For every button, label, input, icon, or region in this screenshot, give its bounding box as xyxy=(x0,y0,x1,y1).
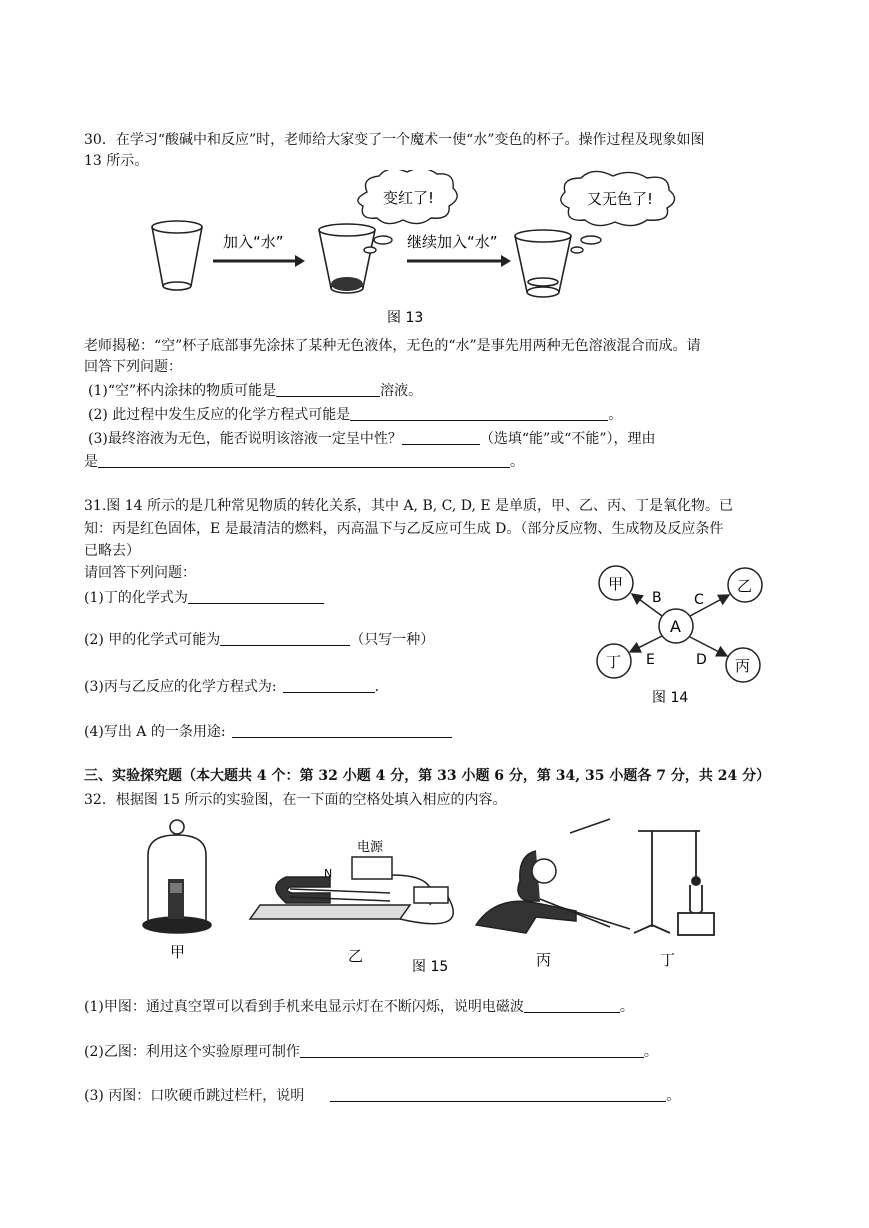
label-jia: 甲 xyxy=(170,943,186,961)
q32-sub2 xyxy=(84,1042,658,1062)
label-ding: 丁 xyxy=(660,951,676,969)
bubble2-text: 又无色了! xyxy=(587,190,654,208)
q31-sub3-suffix: . xyxy=(374,679,380,695)
q30-reveal-line1: 老师揭秘：“空”杯子底部事先涂抹了某种无色液体，无色的“水”是事先用两种无色溶液混合而成。请 xyxy=(84,338,701,354)
q32-sub3-answer-blank[interactable] xyxy=(330,1087,666,1102)
edge-label-d: D xyxy=(696,652,707,668)
q31-stem-line3: 已略去） xyxy=(84,543,140,559)
q32-stem: 32．根据图 15 所示的实验图，在一下面的空格处填入相应的内容。 xyxy=(84,792,507,808)
motor-setup xyxy=(250,857,453,924)
q31-sub1 xyxy=(84,588,324,608)
q30-stem-line2: 13 所示。 xyxy=(84,153,149,169)
q31-ask: 请回答下列问题： xyxy=(84,565,196,581)
q31-sub1-text: (1)丁的化学式为 xyxy=(84,590,188,606)
q32-sub1 xyxy=(84,997,634,1017)
q31-sub4 xyxy=(84,722,452,742)
q30-stem-line1: 30．在学习“酸碱中和反应”时，老师给大家变了一个魔术一使“水”变色的杯子。操作过程及现象如图 xyxy=(84,132,705,148)
figure-13-caption: 图 13 xyxy=(387,310,424,326)
power-label: 电源 xyxy=(357,840,384,855)
section-3-title: 三、实验探究题（本大题共 4 个：第 32 小题 4 分，第 33 小题 6 分，第 34, 35 小题各 7 分，共 24 分） xyxy=(84,768,771,784)
q30-sub1-text: (1)“空”杯内涂抹的物质可能是 xyxy=(88,383,277,399)
edge-label-b: B xyxy=(652,590,662,606)
q31-stem-line1: 31.图 14 所示的是几种常见物质的转化关系，其中 A, B, C, D, E 是单质，甲、乙、丙、丁是氧化物。已 xyxy=(84,498,734,514)
empty-cup xyxy=(152,221,202,290)
q30-sub3-text: (3)最终溶液为无色，能否说明该溶液一定呈中性？ xyxy=(88,431,402,447)
q31-stem-line2: 知：丙是红色固体，E 是最清洁的燃料，丙高温下与乙反应可生成 D。（部分反应物、生成物及反应条件 xyxy=(84,521,724,537)
node-jia: 甲 xyxy=(608,575,624,593)
q30-reveal-line2: 回答下列问题： xyxy=(84,359,182,375)
figure-15 xyxy=(140,815,730,985)
colorless-cup xyxy=(515,230,571,297)
q30-sub3-choice-blank[interactable] xyxy=(402,430,480,445)
figure-14-drawing xyxy=(590,560,770,710)
node-yi: 乙 xyxy=(737,577,753,595)
q32-sub2-suffix: 。 xyxy=(643,1044,658,1060)
q30-sub3-suffix: （选填“能”或“不能”），理由 xyxy=(479,431,656,447)
q31-sub1-answer-blank[interactable] xyxy=(188,589,324,604)
q31-sub2-answer-blank[interactable] xyxy=(220,631,350,646)
node-bing: 丙 xyxy=(735,657,751,675)
bubble1-text: 变红了! xyxy=(383,189,435,207)
q30-sub2 xyxy=(88,405,622,425)
figure-15-drawing xyxy=(140,815,730,985)
q30-sub2-answer-blank[interactable] xyxy=(350,406,608,421)
node-a: A xyxy=(670,617,681,636)
q30-sub1-suffix: 溶液。 xyxy=(380,383,423,399)
q31-sub4-text: (4)写出 A 的一条用途: xyxy=(84,724,226,740)
q31-sub2-text: (2) 甲的化学式可能为 xyxy=(84,632,221,648)
q31-sub3 xyxy=(84,677,379,697)
figure-13 xyxy=(145,170,725,328)
stand-tuning-fork xyxy=(634,831,714,935)
q30-sub3-reason-blank[interactable] xyxy=(98,453,510,468)
q32-sub2-answer-blank[interactable] xyxy=(300,1043,644,1058)
q31-sub2-suffix: （只写一种） xyxy=(350,632,435,648)
figure-15-caption: 图 15 xyxy=(412,959,449,975)
label-bing: 丙 xyxy=(536,951,552,969)
magnet-n-label: N xyxy=(324,867,333,880)
student-blowing-coin xyxy=(476,819,630,933)
q30-sub3 xyxy=(88,429,655,449)
q30-sub3-reason-suffix: 。 xyxy=(510,454,524,470)
q30-sub1-answer-blank[interactable] xyxy=(276,382,380,397)
q30-sub3-reason xyxy=(84,452,524,472)
edge-label-c: C xyxy=(694,592,704,608)
edge-label-e: E xyxy=(646,652,655,668)
figure-14-caption: 图 14 xyxy=(652,690,689,706)
figure-14 xyxy=(590,560,770,710)
bubble-2 xyxy=(561,171,675,253)
q30-sub3-reason-prefix: 是 xyxy=(84,454,98,470)
figure-13-drawing xyxy=(145,170,725,328)
q31-sub3-text: (3)丙与乙反应的化学方程式为: xyxy=(84,679,277,695)
node-ding: 丁 xyxy=(606,653,622,671)
q30-sub1 xyxy=(88,381,422,401)
q32-sub3 xyxy=(84,1086,680,1106)
q31-sub3-answer-blank[interactable] xyxy=(283,678,375,693)
q32-sub1-suffix: 。 xyxy=(619,999,634,1015)
q30-sub2-text: (2) 此过程中发生反应的化学方程式可能是 xyxy=(88,407,351,423)
q31-sub4-answer-blank[interactable] xyxy=(232,723,452,738)
label-yi: 乙 xyxy=(348,947,364,965)
q32-sub3-text: (3) 丙图：口吹硬币跳过栏杆，说明 xyxy=(84,1088,305,1104)
q32-sub3-suffix: 。 xyxy=(666,1088,681,1104)
q30-sub2-suffix: 。 xyxy=(608,407,623,423)
q32-sub2-text: (2)乙图：利用这个实验原理可制作 xyxy=(84,1044,300,1060)
q32-sub1-text: (1)甲图：通过真空罩可以看到手机来电显示灯在不断闪烁，说明电磁波 xyxy=(84,999,524,1015)
q32-sub1-answer-blank[interactable] xyxy=(524,998,620,1013)
q31-sub2 xyxy=(84,630,434,650)
arrow1-label: 加入“水” xyxy=(223,233,284,251)
arrow2-label: 继续加入“水” xyxy=(407,233,498,251)
